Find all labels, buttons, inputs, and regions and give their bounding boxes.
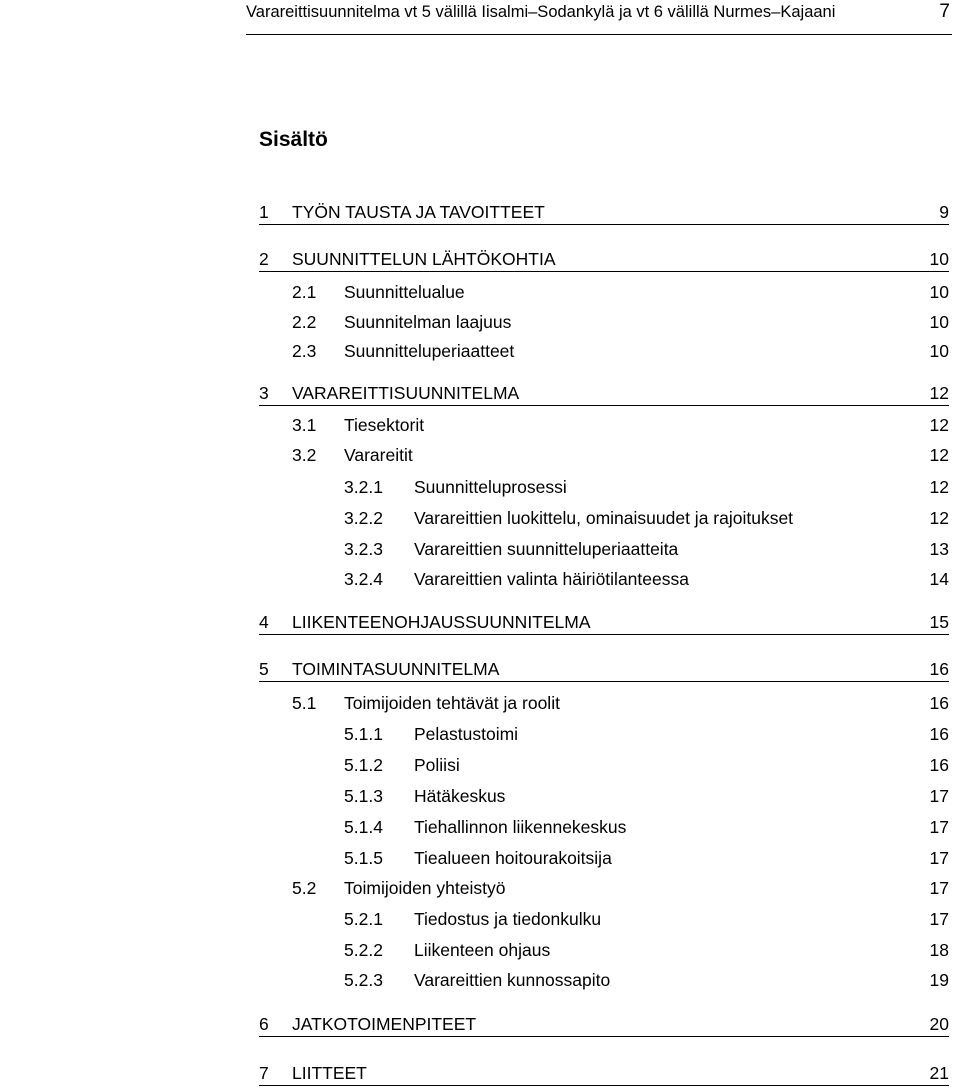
toc-entry-page: 19 (929, 970, 949, 990)
toc-entry-page: 20 (929, 1014, 949, 1034)
toc-entry-page: 16 (929, 755, 949, 775)
toc-entry-5-1-5[interactable] (259, 846, 949, 870)
toc-entry-2-1[interactable] (259, 280, 949, 304)
toc-entry-page: 18 (929, 940, 949, 960)
toc-entry-page: 17 (929, 786, 949, 806)
toc-entry-4[interactable] (259, 610, 949, 635)
toc-entry-number: 3.2.3 (344, 539, 383, 559)
toc-entry-title: SUUNNITTELUN LÄHTÖKOHTIA (292, 249, 556, 269)
toc-entry-number: 7 (259, 1063, 269, 1083)
toc-entry-number: 5.1.1 (344, 724, 383, 744)
toc-entry-page: 12 (929, 415, 949, 435)
toc-entry-title: LIIKENTEENOHJAUSSUUNNITELMA (292, 612, 591, 632)
toc-entry-number: 3.2.4 (344, 569, 383, 589)
toc-entry-title: Toimijoiden tehtävät ja roolit (344, 693, 560, 713)
toc-entry-number: 4 (259, 612, 269, 632)
toc-entry-3-2-3[interactable] (259, 537, 949, 561)
toc-entry-page: 15 (929, 612, 949, 632)
toc-entry-number: 1 (259, 202, 269, 222)
toc-entry-number: 3.1 (292, 415, 317, 435)
toc-entry-title: Varareittien kunnossapito (414, 970, 611, 990)
toc-entry-title: Tiedostus ja tiedonkulku (414, 909, 602, 929)
toc-entry-title: Suunnitelman laajuus (344, 312, 512, 332)
toc-entry-number: 5.1.3 (344, 786, 383, 806)
toc-entry-title: Hätäkeskus (414, 786, 506, 806)
toc-entry-number: 5.2.3 (344, 970, 383, 990)
toc-entry-3-1[interactable] (259, 413, 949, 437)
toc-entry-number: 5.1.4 (344, 817, 383, 837)
toc-entry-title: Varareittien suunnitteluperiaatteita (414, 539, 679, 559)
toc-entry-5-2-3[interactable] (259, 968, 949, 992)
toc-entry-5-1-1[interactable] (259, 722, 949, 746)
toc-entry-page: 12 (929, 508, 949, 528)
toc-entry-number: 5.1 (292, 693, 317, 713)
toc-entry-2[interactable] (259, 247, 949, 272)
toc-entry-page: 12 (929, 477, 949, 497)
toc-entry-1[interactable] (259, 200, 949, 225)
toc-entry-5-1-2[interactable] (259, 753, 949, 777)
toc-entry-title: Suunnittelualue (344, 282, 465, 302)
toc-entry-6[interactable] (259, 1012, 949, 1037)
toc-entry-number: 3.2.1 (344, 477, 383, 497)
toc-entry-5-2-2[interactable] (259, 938, 949, 962)
toc-entry-number: 2 (259, 249, 269, 269)
toc-entry-number: 3.2.2 (344, 508, 383, 528)
toc-entry-page: 13 (929, 539, 949, 559)
toc-entry-3[interactable] (259, 381, 949, 406)
toc-entry-3-2-2[interactable] (259, 506, 949, 530)
toc-entry-7[interactable] (259, 1061, 949, 1086)
toc-entry-title: Toimijoiden yhteistyö (344, 878, 506, 898)
toc-entry-title: TYÖN TAUSTA JA TAVOITTEET (292, 202, 545, 222)
toc-entry-number: 5 (259, 659, 269, 679)
toc-entry-page: 16 (929, 693, 949, 713)
toc-entry-5-2-1[interactable] (259, 907, 949, 931)
toc-entry-3-2-1[interactable] (259, 475, 949, 499)
toc-entry-title: TOIMINTASUUNNITELMA (292, 659, 500, 679)
toc-entry-title: Pelastustoimi (414, 724, 519, 744)
toc-entry-number: 2.1 (292, 282, 317, 302)
toc-entry-page: 10 (929, 249, 949, 269)
toc-entry-5[interactable] (259, 657, 949, 682)
toc-entry-page: 17 (929, 848, 949, 868)
toc-entry-5-1-4[interactable] (259, 815, 949, 839)
toc-entry-title: LIITTEET (292, 1063, 367, 1083)
toc-entry-page: 16 (929, 659, 949, 679)
toc-entry-number: 5.2.1 (344, 909, 383, 929)
toc-entry-page: 17 (929, 878, 949, 898)
toc-entry-number: 5.1.2 (344, 755, 383, 775)
toc-entry-page: 16 (929, 724, 949, 744)
toc-entry-5-1[interactable] (259, 691, 949, 715)
toc-entry-page: 10 (929, 282, 949, 302)
toc-entry-page: 17 (929, 817, 949, 837)
toc-entry-title: Poliisi (414, 755, 460, 775)
toc-entry-number: 5.2 (292, 878, 317, 898)
running-header-title: Varareittisuunnitelma vt 5 välillä Iisalmi–Sodankylä ja vt 6 välillä Nurmes–Kajaani (246, 3, 836, 21)
toc-entry-title: Varareitit (344, 445, 413, 465)
toc-entry-page: 9 (939, 202, 949, 222)
toc-entry-page: 12 (929, 383, 949, 403)
toc-entry-5-1-3[interactable] (259, 784, 949, 808)
toc-entry-number: 2.2 (292, 312, 317, 332)
toc-entry-number: 2.3 (292, 341, 317, 361)
toc-entry-5-2[interactable] (259, 876, 949, 900)
toc-entry-title: Tiehallinnon liikennekeskus (414, 817, 627, 837)
toc-entry-title: Suunnitteluprosessi (414, 477, 567, 497)
toc-entry-page: 10 (929, 341, 949, 361)
toc-heading: Sisältö (259, 128, 328, 151)
toc-entry-number: 5.1.5 (344, 848, 383, 868)
toc-entry-page: 14 (929, 569, 949, 589)
toc-entry-title: VARAREITTISUUNNITELMA (292, 383, 520, 403)
toc-entry-2-2[interactable] (259, 310, 949, 334)
toc-entry-number: 5.2.2 (344, 940, 383, 960)
toc-entry-title: Tiealueen hoitourakoitsija (414, 848, 612, 868)
toc-entry-title: Varareittien valinta häiriötilanteessa (414, 569, 689, 589)
toc-entry-page: 17 (929, 909, 949, 929)
toc-entry-3-2[interactable] (259, 443, 949, 467)
toc-entry-title: Varareittien luokittelu, ominaisuudet ja rajoitukset (414, 508, 794, 528)
toc-entry-title: Tiesektorit (344, 415, 425, 435)
page-number: 7 (939, 1, 950, 22)
toc-entry-title: Liikenteen ohjaus (414, 940, 551, 960)
toc-entry-number: 6 (259, 1014, 269, 1034)
toc-entry-2-3[interactable] (259, 339, 949, 363)
toc-entry-number: 3.2 (292, 445, 317, 465)
toc-entry-page: 12 (929, 445, 949, 465)
toc-entry-page: 10 (929, 312, 949, 332)
toc-entry-page: 21 (929, 1063, 949, 1083)
toc-entry-title: JATKOTOIMENPITEET (292, 1014, 477, 1034)
toc-entry-title: Suunnitteluperiaatteet (344, 341, 515, 361)
toc-entry-number: 3 (259, 383, 269, 403)
toc-entry-3-2-4[interactable] (259, 567, 949, 591)
